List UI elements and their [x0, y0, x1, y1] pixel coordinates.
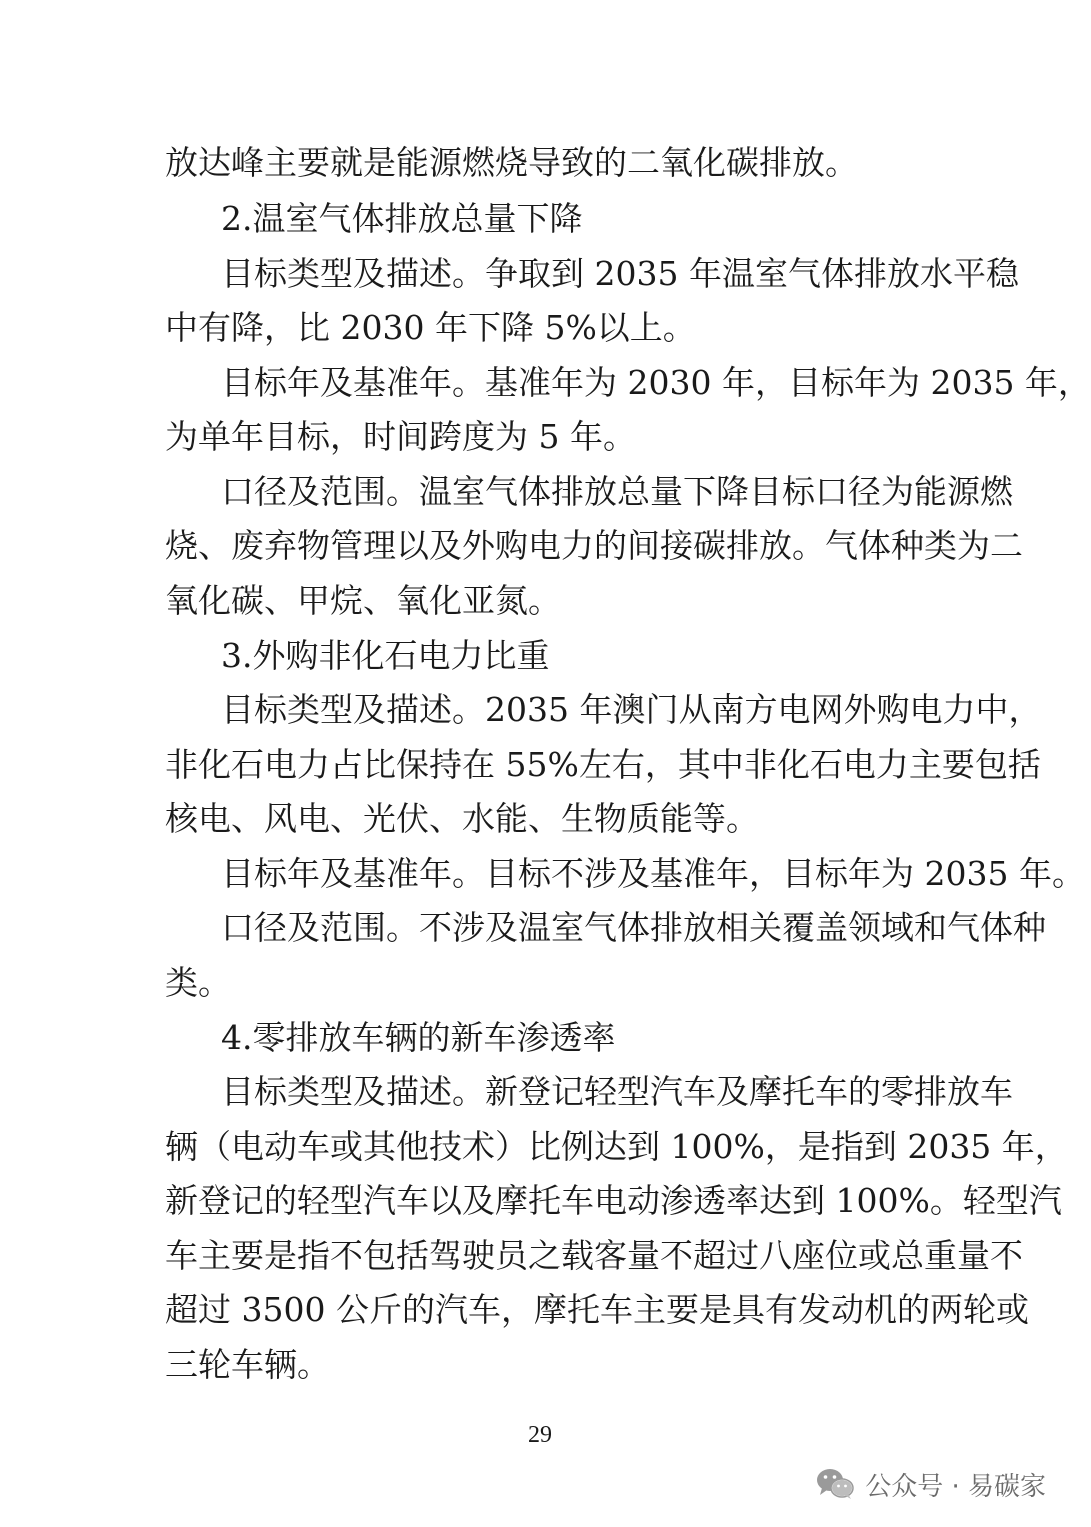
paragraph-line: 口径及范围。温室气体排放总量下降目标口径为能源燃 [221, 472, 1013, 511]
wechat-icon [815, 1467, 855, 1501]
paragraph-line: 目标类型及描述。争取到 2035 年温室气体排放水平稳 [221, 254, 1019, 293]
section-heading: 4.零排放车辆的新车渗透率 [221, 1018, 616, 1057]
paragraph-line: 车主要是指不包括驾驶员之载客量不超过八座位或总重量不 [165, 1236, 1023, 1275]
paragraph-line: 放达峰主要就是能源燃烧导致的二氧化碳排放。 [165, 143, 858, 182]
paragraph-line: 非化石电力占比保持在 55%左右，其中非化石电力主要包括 [165, 745, 1041, 784]
section-heading: 3.外购非化石电力比重 [221, 636, 550, 675]
paragraph-line: 目标类型及描述。新登记轻型汽车及摩托车的零排放车 [221, 1072, 1013, 1111]
section-heading: 2.温室气体排放总量下降 [221, 199, 583, 238]
paragraph-line: 目标年及基准年。目标不涉及基准年，目标年为 2035 年。 [221, 854, 1085, 893]
paragraph-line: 核电、风电、光伏、水能、生物质能等。 [165, 799, 759, 838]
watermark-text: 公众号 · 易碳家 [865, 1471, 1046, 1502]
watermark [815, 1462, 1046, 1506]
paragraph-line: 烧、废弃物管理以及外购电力的间接碳排放。气体种类为二 [165, 526, 1023, 565]
paragraph-line: 超过 3500 公斤的汽车，摩托车主要是具有发动机的两轮或 [165, 1290, 1029, 1329]
paragraph-line: 辆（电动车或其他技术）比例达到 100%，是指到 2035 年， [165, 1127, 1068, 1166]
paragraph-line: 为单年目标，时间跨度为 5 年。 [165, 417, 636, 456]
paragraph-line: 氧化碳、甲烷、氧化亚氮。 [165, 581, 561, 620]
paragraph-line: 新登记的轻型汽车以及摩托车电动渗透率达到 100%。轻型汽 [165, 1181, 1062, 1220]
paragraph-line: 目标类型及描述。2035 年澳门从南方电网外购电力中， [221, 690, 1042, 729]
paragraph-line: 三轮车辆。 [165, 1345, 330, 1384]
page-number: 29 [528, 1422, 552, 1448]
paragraph-line: 口径及范围。不涉及温室气体排放相关覆盖领域和气体种 [221, 908, 1046, 947]
paragraph-line: 目标年及基准年。基准年为 2030 年，目标年为 2035 年， [221, 363, 1091, 402]
paragraph-line: 类。 [165, 963, 231, 1002]
paragraph-line: 中有降，比 2030 年下降 5%以上。 [165, 308, 696, 347]
